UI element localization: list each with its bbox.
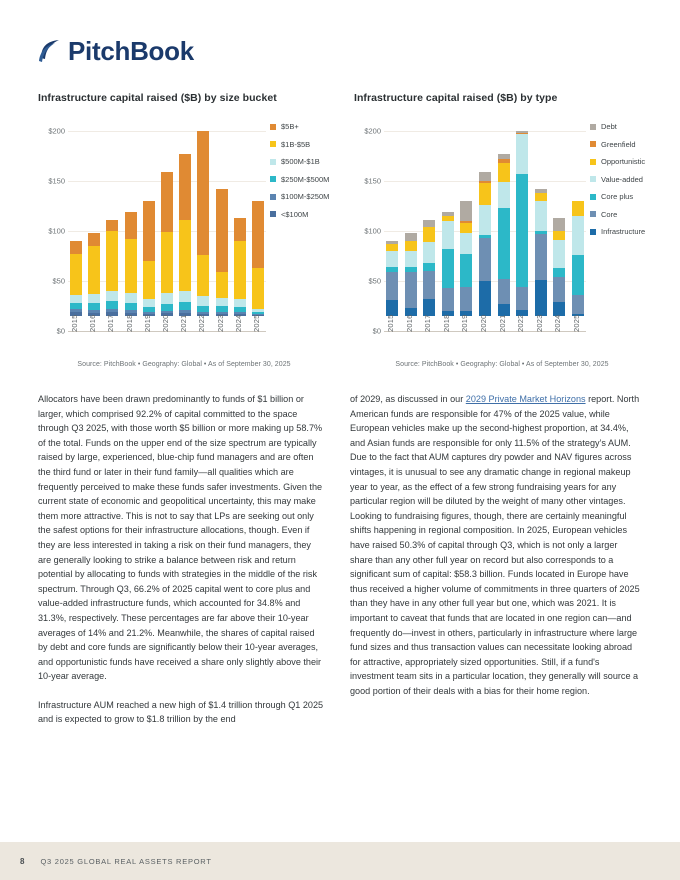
column-right: [340, 392, 680, 741]
bar-segment: [423, 299, 435, 317]
legend-label: Core: [601, 209, 618, 219]
bar-segment: [161, 293, 173, 304]
bar-2025[interactable]: [252, 201, 264, 316]
x-axis-label: 2023: [215, 315, 225, 333]
legend-item[interactable]: [590, 157, 645, 166]
chart-legend: [266, 116, 329, 331]
bars-group: [386, 116, 584, 316]
bar-2021[interactable]: [179, 154, 191, 316]
bar-2015[interactable]: [386, 241, 398, 316]
y-axis-tick: $50: [52, 276, 65, 286]
bar-segment: [216, 189, 228, 272]
x-axis-label: 2016: [404, 315, 414, 333]
brand-logo: [38, 36, 194, 67]
bar-2022[interactable]: [197, 131, 209, 316]
legend-item[interactable]: [270, 192, 329, 201]
bar-segment: [498, 208, 510, 280]
bar-segment: [479, 238, 491, 281]
y-axis-tick: $150: [48, 176, 65, 186]
bar-segment: [143, 261, 155, 299]
brand-name: PitchBook: [68, 36, 194, 66]
legend-label: $5B+: [281, 122, 299, 131]
x-axis-label: 2024: [233, 315, 243, 333]
page-footer: [0, 842, 680, 880]
bar-segment: [405, 251, 417, 267]
bar-segment: [106, 301, 118, 309]
bar-2020[interactable]: [161, 172, 173, 316]
bar-segment: [143, 299, 155, 307]
bar-segment: [516, 287, 528, 310]
paragraph: Allocators have been drawn predominantly to funds of $1 billion or larger, which comprised 92.2% of capital committed to the space through Q3 2025, with those worth $5 billion or more making up 58.7% of the total. Funds on the upper end of the size spectrum are typically raised by large, experienced, blue-chip fund managers and are often the third fund or later in their fund family—all qualities which are frequently perceived to make these funds safer investments. Given the current state of economic and geopolitical uncertainty, this may make them more attractive. This is not to say that LPs are seeking out only the safest options for their infrastructure allocations, though. Even if they are less interested in taking a risk on their fund managers, they are generally looking to strike a balance between risk and return potential by allocating to funds with strategies in the middle of the risk spectrum. Through Q3, 66.2% of 2025 capital went to core plus and value-added infrastructure funds, which accounted for 34.8% and 31.3%, respectively. These percentages are far above their 10-year averages of 14% and 21.2%. Meanwhile, the shares of capital raised by debt and core funds are significantly below their 10-year averages, and opportunistic funds have received a share only slightly above their 10-year average.: [38, 394, 323, 682]
y-axis-tick: $50: [368, 276, 381, 286]
bar-segment: [161, 232, 173, 293]
y-axis-tick: $100: [48, 226, 65, 236]
bar-segment: [535, 193, 547, 202]
bar-segment: [535, 280, 547, 317]
bar-segment: [125, 293, 137, 303]
legend-swatch-icon: [270, 124, 276, 130]
bar-segment: [386, 272, 398, 300]
bar-segment: [498, 182, 510, 208]
bar-segment: [234, 299, 246, 307]
legend-swatch-icon: [270, 176, 276, 182]
text-before-link: of 2029, as discussed in our: [350, 394, 466, 404]
bar-segment: [252, 268, 264, 309]
x-axis-label: 2021: [497, 315, 507, 333]
bar-segment: [197, 255, 209, 296]
bar-2020[interactable]: [479, 172, 491, 316]
bar-2023[interactable]: [216, 189, 228, 316]
bar-segment: [70, 241, 82, 254]
legend-item[interactable]: [270, 140, 329, 149]
x-axis-label: 2024: [553, 315, 563, 333]
legend-swatch-icon: [590, 124, 596, 130]
bar-segment: [553, 277, 565, 302]
x-axis-label: 2017: [106, 315, 116, 333]
bar-segment: [516, 134, 528, 175]
x-axis-label: 2019: [460, 315, 470, 333]
legend-label: $250M-$500M: [281, 174, 330, 184]
bar-2016[interactable]: [405, 233, 417, 316]
chart-source: Source: PitchBook • Geography: Global • As of September 30, 2025: [77, 361, 291, 368]
x-axis-label: 2018: [441, 315, 451, 333]
bar-segment: [553, 218, 565, 231]
bar-segment: [572, 216, 584, 255]
legend-label: $1B-$5B: [281, 139, 311, 149]
bar-segment: [88, 303, 100, 310]
legend-swatch-icon: [590, 194, 596, 200]
bar-segment: [88, 246, 100, 294]
bar-segment: [553, 268, 565, 278]
bar-segment: [442, 221, 454, 249]
legend-label: Opportunistic: [601, 157, 646, 166]
chart-by-type: [340, 92, 680, 368]
bar-segment: [386, 300, 398, 316]
bar-segment: [460, 287, 472, 311]
x-axis-label: 2021: [179, 315, 189, 333]
bar-segment: [405, 272, 417, 308]
bar-2018[interactable]: [125, 212, 137, 316]
bar-segment: [423, 227, 435, 242]
private-market-horizons-link[interactable]: 2029 Private Market Horizons: [465, 394, 586, 404]
bar-segment: [386, 251, 398, 267]
bar-segment: [572, 255, 584, 295]
bar-segment: [386, 244, 398, 251]
bar-segment: [216, 298, 228, 307]
bar-segment: [179, 291, 191, 302]
bar-segment: [479, 172, 491, 181]
legend-label: Debt: [601, 122, 617, 131]
bar-segment: [553, 240, 565, 268]
chart-size-bucket: [0, 92, 340, 368]
bar-2023[interactable]: [535, 189, 547, 316]
bar-segment: [460, 201, 472, 221]
chart-title: Infrastructure capital raised ($B) by type: [354, 92, 558, 104]
report-title: Q3 2025 GLOBAL REAL ASSETS REPORT: [40, 856, 212, 866]
bar-segment: [460, 223, 472, 233]
legend-item[interactable]: [590, 227, 645, 236]
y-axis-tick: $0: [372, 326, 381, 336]
bar-segment: [442, 288, 454, 311]
bar-segment: [442, 249, 454, 289]
bar-2019[interactable]: [460, 201, 472, 316]
bar-2024[interactable]: [553, 218, 565, 316]
x-axis-label: 2020: [478, 315, 488, 333]
column-left: [0, 392, 340, 741]
bar-segment: [479, 205, 491, 235]
bar-segment: [216, 272, 228, 298]
legend-label: <$100M: [281, 209, 309, 219]
bar-segment: [197, 131, 209, 255]
bar-segment: [106, 231, 118, 291]
bar-segment: [125, 239, 137, 293]
text-after-link: report. North American funds are responsible for 47% of the 2025 value, while European vehicles make up the second-highest proportion, at 34.4%, and Asian funds are responsible for only 11.5% of the strategy’s AUM. Due to the fact that AUM captures dry powder and NAV figures across vintages, it is unusual to see any dramatic change in regional makeup year to year, as the effect of a few strong fundraising years for any particular region will be diluted by the weight of many other vintages. Looking to fundraising figures, though, there are certainly meaningful shifts happening in regional composition. In 2025, European vehicles have raised 50.3% of capital through Q3, which is not only a larger share than any other full year on record but also corresponds to a significant sum of capital: $58.3 billion. Funds located in Europe have thus received a higher volume of commitments in three quarters of 2025 than they have in any other full year but one, which was 2021. It is important to caveat that funds that are located in one region can—and frequently do—invest in others, particularly in infrastructure where large fund sizes and thus transaction values can necessitate looking abroad for attractive, appropriately sized opportunities. Still, if a fund's investment team sits in a particular location, they generally will source a good portion of their deals with a bias for their home region.: [350, 394, 640, 696]
legend-label: Value-added: [601, 174, 643, 184]
legend-swatch-icon: [590, 211, 596, 217]
legend-item[interactable]: [590, 192, 645, 201]
bar-2016[interactable]: [88, 233, 100, 316]
chart-title: Infrastructure capital raised ($B) by size bucket: [38, 92, 277, 104]
bar-2021[interactable]: [498, 154, 510, 316]
bar-segment: [234, 218, 246, 241]
bar-segment: [516, 174, 528, 287]
x-axis-label: 2015: [386, 315, 395, 333]
x-axis-label: 2020: [160, 315, 170, 333]
bar-segment: [125, 212, 137, 239]
x-axis-label: 2019: [142, 315, 152, 333]
plot-area: [38, 116, 266, 336]
bar-2017[interactable]: [106, 220, 118, 316]
bar-segment: [479, 281, 491, 317]
legend-swatch-icon: [590, 141, 596, 147]
bar-segment: [498, 163, 510, 183]
bar-segment: [179, 154, 191, 220]
bar-segment: [179, 220, 191, 291]
legend-label: Greenfield: [601, 139, 636, 149]
y-axis: [354, 116, 384, 336]
bar-segment: [479, 183, 491, 205]
legend-item[interactable]: [270, 157, 329, 166]
bar-2015[interactable]: [70, 241, 82, 316]
paragraph: [350, 392, 642, 698]
bar-segment: [252, 201, 264, 268]
legend-swatch-icon: [590, 176, 596, 182]
plot-area: [354, 116, 586, 336]
x-axis-label: 2022: [516, 315, 526, 333]
page-number: 8: [20, 856, 25, 866]
bar-segment: [572, 201, 584, 216]
y-axis-tick: $200: [48, 126, 65, 136]
bars-group: [70, 116, 264, 316]
bar-segment: [88, 294, 100, 303]
bar-segment: [553, 302, 565, 316]
article-body: [0, 392, 680, 741]
bar-segment: [161, 304, 173, 311]
bar-segment: [234, 241, 246, 299]
bar-2025[interactable]: [572, 201, 584, 316]
x-axis-label: 2025: [251, 315, 261, 333]
charts-region: [0, 92, 680, 368]
bar-segment: [405, 233, 417, 241]
pitchbook-mark-icon: [38, 38, 64, 66]
bar-segment: [106, 220, 118, 231]
legend-item[interactable]: [590, 175, 645, 184]
bar-segment: [179, 302, 191, 310]
legend-swatch-icon: [270, 211, 276, 217]
bar-segment: [572, 295, 584, 314]
chart-legend: [586, 116, 645, 331]
legend-item[interactable]: [590, 122, 645, 131]
bar-segment: [125, 303, 137, 311]
legend-swatch-icon: [270, 194, 276, 200]
x-axis-label: 2015: [70, 315, 79, 333]
legend-swatch-icon: [270, 159, 276, 165]
bar-2024[interactable]: [234, 218, 246, 316]
legend-swatch-icon: [270, 141, 276, 147]
bar-segment: [535, 234, 547, 280]
bar-2022[interactable]: [516, 131, 528, 316]
bar-segment: [535, 201, 547, 231]
bar-segment: [423, 220, 435, 227]
bar-segment: [460, 233, 472, 254]
bar-2018[interactable]: [442, 212, 454, 316]
paragraph: Infrastructure AUM reached a new high of $1.4 trillion through Q1 2025 and is expected to grow to $1.8 trillion by the end: [38, 699, 324, 725]
legend-item[interactable]: [590, 140, 645, 149]
x-axis-labels: [386, 315, 584, 355]
bar-segment: [70, 295, 82, 303]
bar-2019[interactable]: [143, 201, 155, 316]
y-axis: [38, 116, 68, 336]
y-axis-tick: $200: [364, 126, 381, 136]
bar-segment: [88, 233, 100, 246]
legend-item[interactable]: [270, 122, 329, 131]
bar-segment: [106, 291, 118, 301]
legend-item[interactable]: [590, 210, 645, 219]
y-axis-tick: $0: [56, 326, 65, 336]
y-axis-tick: $150: [364, 176, 381, 186]
bar-segment: [197, 296, 209, 306]
x-axis-label: 2023: [534, 315, 544, 333]
x-axis-label: 2018: [124, 315, 134, 333]
legend-label: $100M-$250M: [281, 192, 330, 201]
bar-segment: [553, 231, 565, 240]
bar-segment: [143, 201, 155, 261]
x-axis-label: 2025: [571, 315, 581, 333]
bar-segment: [423, 242, 435, 264]
chart-source: Source: PitchBook • Geography: Global • As of September 30, 2025: [395, 361, 609, 368]
legend-item[interactable]: [270, 210, 329, 219]
bar-segment: [423, 271, 435, 299]
legend-label: Core plus: [601, 192, 634, 201]
bar-segment: [460, 254, 472, 288]
x-axis-label: 2022: [197, 315, 207, 333]
legend-label: Infrastructure: [601, 227, 646, 236]
legend-swatch-icon: [590, 159, 596, 165]
x-axis-labels: [70, 315, 264, 355]
legend-label: $500M-$1B: [281, 157, 320, 166]
legend-swatch-icon: [590, 229, 596, 235]
bar-segment: [405, 241, 417, 252]
y-axis-tick: $100: [364, 226, 381, 236]
bar-segment: [423, 263, 435, 271]
x-axis-label: 2016: [88, 315, 98, 333]
bar-segment: [161, 172, 173, 232]
bar-2017[interactable]: [423, 220, 435, 316]
bar-segment: [70, 254, 82, 295]
legend-item[interactable]: [270, 175, 329, 184]
bar-segment: [498, 279, 510, 304]
x-axis-label: 2017: [423, 315, 433, 333]
